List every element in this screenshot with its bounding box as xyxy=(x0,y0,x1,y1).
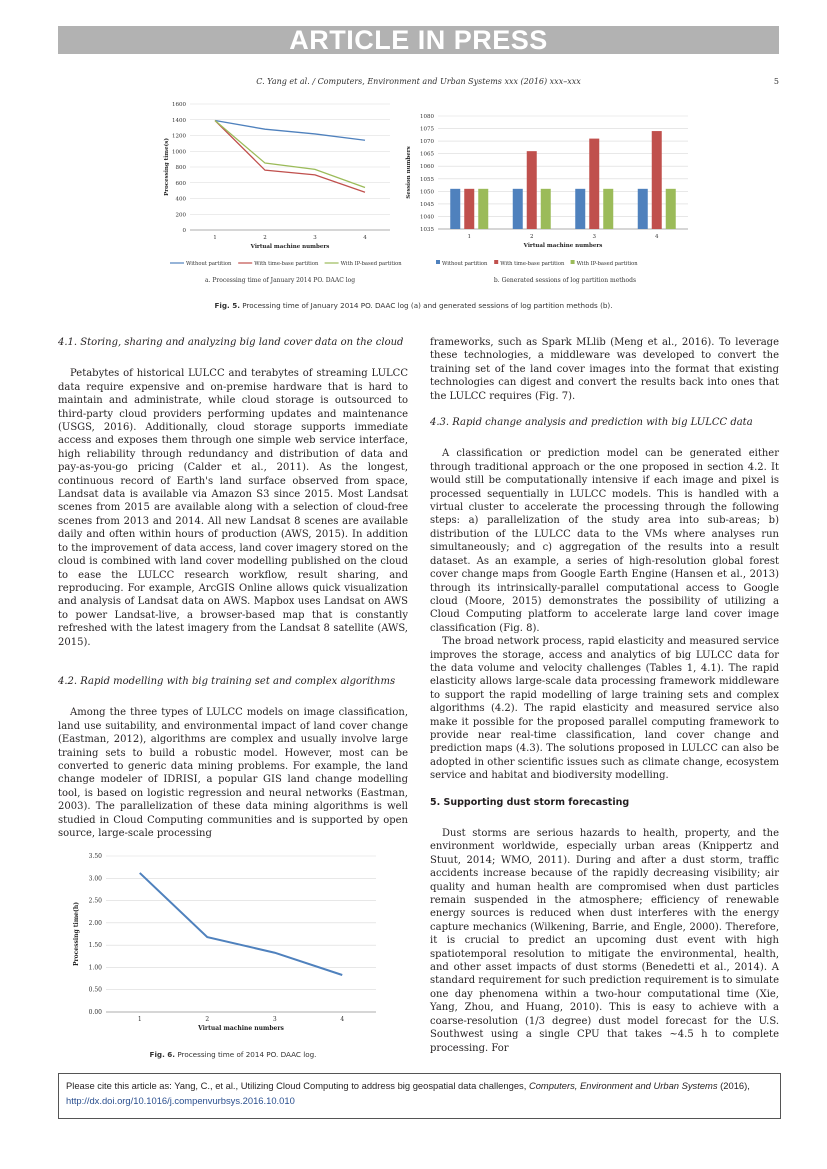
fig5-caption-label: Fig. 5. xyxy=(214,301,240,310)
y-tick-label: 1035 xyxy=(420,227,434,233)
y-tick-label: 1400 xyxy=(172,117,186,124)
legend-label: Without partition xyxy=(186,261,232,267)
fig5-caption xyxy=(100,301,727,310)
left-column xyxy=(58,336,408,840)
fig6-caption-label: Fig. 6. xyxy=(149,1050,176,1059)
bar xyxy=(652,131,662,229)
y-tick-label: 1.50 xyxy=(88,942,102,950)
y-tick-label: 0 xyxy=(182,228,186,234)
y-tick-label: 2.00 xyxy=(88,919,102,927)
fig5a-line-chart xyxy=(150,96,410,276)
bar xyxy=(478,189,488,229)
legend-label: With IP-based partition xyxy=(576,261,638,267)
y-axis-title: Processing time(s) xyxy=(164,138,170,196)
y-axis-title: Processing time(h) xyxy=(73,901,80,967)
y-tick-label: 1075 xyxy=(420,126,434,133)
legend-label: Without partition xyxy=(442,261,488,267)
x-tick-label: 1 xyxy=(467,234,471,240)
y-tick-label: 2.50 xyxy=(88,897,102,905)
x-axis-title: Virtual machine numbers xyxy=(198,1025,284,1032)
heading-5: 5. Supporting dust storm forecasting xyxy=(430,796,630,808)
bar xyxy=(589,139,599,229)
bar xyxy=(603,189,613,229)
heading-4-1: 4.1. Storing, sharing and analyzing big land cover data on the cloud xyxy=(58,337,404,348)
fig5b-bar-chart xyxy=(400,108,690,273)
running-head: C. Yang et al. / Computers, Environment and Urban Systems xxx (2016) xxx–xxx xyxy=(256,77,581,86)
bar xyxy=(513,189,523,229)
y-tick-label: 400 xyxy=(175,196,186,203)
legend-label: With time-base partition xyxy=(254,261,319,267)
x-tick-label: 2 xyxy=(205,1016,210,1023)
y-tick-label: 1065 xyxy=(420,151,434,158)
x-axis-title: Virtual machine numbers xyxy=(250,244,330,250)
citation-year: (2016), xyxy=(720,1080,750,1091)
x-tick-label: 4 xyxy=(363,235,367,241)
legend-swatch xyxy=(494,260,498,264)
x-axis-title: Virtual machine numbers xyxy=(523,243,603,249)
x-tick-label: 3 xyxy=(272,1016,277,1023)
bar xyxy=(464,189,474,229)
x-tick-label: 4 xyxy=(655,234,659,240)
y-tick-label: 1045 xyxy=(420,201,434,208)
x-tick-label: 1 xyxy=(137,1016,142,1023)
paragraph: Petabytes of historical LULCC and terabytes of streaming LULCC data require expensive and on-premise hardware that is hard to maintain and administrate, while cloud storage is outsourced to third-party cloud providers performing updates and maintenance (USGS, 2016). Additionally, cloud storage supports immediate access and exposes them through one simple web service interface, high reliability through redundancy and distribution of data and pay-as-you-go pricing (Calder et al., 2011). As the longest, continuous record of Earth's land surface observed from space, Landsat data is available via Amazon S3 since 2015. Most Landsat scenes from 2015 are available along with a selection of cloud-free scenes from 2013 and 2014. All new Landsat 8 scenes are available daily and often within hours of production (AWS, 2015). In addition to the improvement of data access, land cover imagery stored on the cloud is combined with land cover modelling published on the cloud to ease the LULCC research workflow, result sharing, and reproducing. For example, ArcGIS Online allows quick visualization and analysis of Landsat data on AWS. Mapbox uses Landsat on AWS to power Landsat-live, a browser-based map that is constantly refreshed with the latest imagery from the Landsat 8 satellite (AWS, 2015). xyxy=(58,368,408,648)
x-tick-label: 2 xyxy=(263,235,267,241)
legend-label: With IP-based partition xyxy=(340,261,402,267)
y-tick-label: 200 xyxy=(175,212,186,219)
y-tick-label: 1600 xyxy=(172,102,186,108)
paragraph: A classification or prediction model can be generated either through traditional approach or the one proposed in section 4.2. It would still be computationally intensive if each image and pixel is processed sequentially in LULCC models. This is handled with a virtual cluster to accelerate the processing through the following steps: a) parallelization of the study area into sub-areas; b) distribution of the LULCC data to the VMs where analyses run simultaneously; and c) aggregation of the results into a result dataset. As an example, a series of high-resolution global forest cover change maps from Google Earth Engine (Hansen et al., 2013) through its intrinsically-parallel computational access to Google cloud (Moore, 2015) demonstrates the possibility of utilizing a Cloud Computing platform to accelerate large land cover image classification (Fig. 8). xyxy=(430,448,779,634)
y-tick-label: 1060 xyxy=(420,164,434,171)
y-tick-label: 1200 xyxy=(172,133,186,140)
article-in-press-banner: ARTICLE IN PRESS xyxy=(58,26,779,54)
heading-4-3: 4.3. Rapid change analysis and prediction with big LULCC data xyxy=(430,417,753,429)
y-tick-label: 800 xyxy=(175,165,186,171)
paragraph: Dust storms are serious hazards to health, property, and the environment worldwide, especially urban areas (Knippertz and Stuut, 2014; WMO, 2011). During and after a dust storm, traffic accidents increase because of the rapidly decreasing visibility; air quality and human health are compromised when dust particles remain suspended in the atmosphere; efficiency of renewable energy sources is reduced when dust interferes with the energy capture mechanics (Wilkening, Barrie, and Engle, 2000). Therefore, it is crucial to predict an upcoming dust event with high spatiotemporal resolution to mitigate the environmental, health, and other asset impacts of dust storms (Benedetti et al., 2014). A standard requirement for such prediction requirement is to simulate one day phenomena within a two-hour computational time (Xie, Yang, Zhou, and Huang, 2010). This is easy to achieve with a coarse-resolution (1/3 degree) dust model forecast for the U.S. Southwest using a single CPU that takes ~4.5 h to complete processing. For xyxy=(430,828,779,1054)
y-tick-label: 1080 xyxy=(420,114,434,120)
y-axis-title: Session numbers xyxy=(406,146,412,199)
fig5b-subcaption: b. Generated sessions of log partition methods xyxy=(493,277,637,284)
x-tick-label: 3 xyxy=(592,234,596,240)
x-tick-label: 4 xyxy=(340,1016,345,1023)
legend-swatch xyxy=(571,260,575,264)
y-tick-label: 1040 xyxy=(420,214,434,221)
fig5-caption-text: Processing time of January 2014 PO. DAAC log (a) and generated sessions of log partition methods (b). xyxy=(242,301,613,310)
y-tick-label: 3.00 xyxy=(88,875,102,883)
y-tick-label: 0.00 xyxy=(88,1009,102,1016)
paragraph: The broad network process, rapid elasticity and measured service improves the storage, access and analytics of big LULCC data for the data volume and velocity challenges (Tables 1, 4.1). The rapid elasticity allows large-scale data processing framework middleware to support the rapid modelling of large training sets and complex algorithms (4.2). The rapid elasticity and measured service also make it possible for the proposed parallel computing framework to provide near real-time classification, land cover change and prediction maps (4.3). The solutions proposed in LULCC can also be adopted in other scientific issues such as climate change, ecosystem service and habitat and biodiversity modelling. xyxy=(430,636,779,782)
y-tick-label: 1000 xyxy=(172,149,186,156)
heading-4-2: 4.2. Rapid modelling with big training set and complex algorithms xyxy=(58,675,396,687)
legend-swatch xyxy=(436,260,440,264)
citation-journal: Computers, Environment and Urban Systems xyxy=(528,1080,718,1091)
y-tick-label: 600 xyxy=(175,180,186,187)
bar xyxy=(450,189,460,229)
paragraph: frameworks, such as Spark MLlib (Meng et al., 2016). To leverage these technologies, a middleware was developed to convert the training set of the land cover images into the format that existing technologies can digest and convert the results back into ones that the LULCC requires (Fig. 7). xyxy=(430,337,779,402)
x-tick-label: 2 xyxy=(530,234,534,240)
y-tick-label: 3.50 xyxy=(88,853,102,860)
fig6-line-chart xyxy=(66,842,386,1042)
series-line xyxy=(140,873,343,975)
bar xyxy=(541,189,551,229)
bar xyxy=(638,189,648,229)
legend-label: With time-base partition xyxy=(500,261,565,267)
bar xyxy=(575,189,585,229)
bar xyxy=(527,151,537,229)
series-line xyxy=(215,121,365,188)
series-line xyxy=(215,121,365,141)
citation-box xyxy=(58,1073,781,1119)
citation-doi-link[interactable]: http://dx.doi.org/10.1016/j.compenvurbsys.2016.10.010 xyxy=(66,1095,295,1106)
x-tick-label: 1 xyxy=(213,235,217,241)
x-tick-label: 3 xyxy=(313,235,317,241)
paragraph: Among the three types of LULCC models on image classification, land use suitability, and environmental impact of land cover change (Eastman, 2012), algorithms are complex and usually involve large training sets to build a robustic model. However, most can be converted to generic data mining problems. For example, the land change modeler of IDRISI, a popular GIS land change modelling tool, is based on logistic regression and neural networks (Eastman, 2003). The parallelization of these data mining algorithms is well studied in Cloud Computing communities and is supported by open source, large-scale processing xyxy=(58,707,408,839)
fig6-caption xyxy=(58,1050,408,1059)
fig5a-subcaption: a. Processing time of January 2014 PO. DAAC log xyxy=(204,277,356,284)
y-tick-label: 1050 xyxy=(420,189,434,196)
y-tick-label: 1.00 xyxy=(88,964,102,972)
fig6-caption-text: Processing time of 2014 PO. DAAC log. xyxy=(177,1050,317,1059)
y-tick-label: 1070 xyxy=(420,139,434,146)
page-number: 5 xyxy=(773,77,779,86)
y-tick-label: 1055 xyxy=(420,176,434,183)
right-column xyxy=(430,336,779,1055)
y-tick-label: 0.50 xyxy=(88,986,102,994)
bar xyxy=(666,189,676,229)
citation-prefix: Please cite this article as: Yang, C., et al., Utilizing Cloud Computing to address big geospatial data challenges, xyxy=(66,1080,527,1091)
